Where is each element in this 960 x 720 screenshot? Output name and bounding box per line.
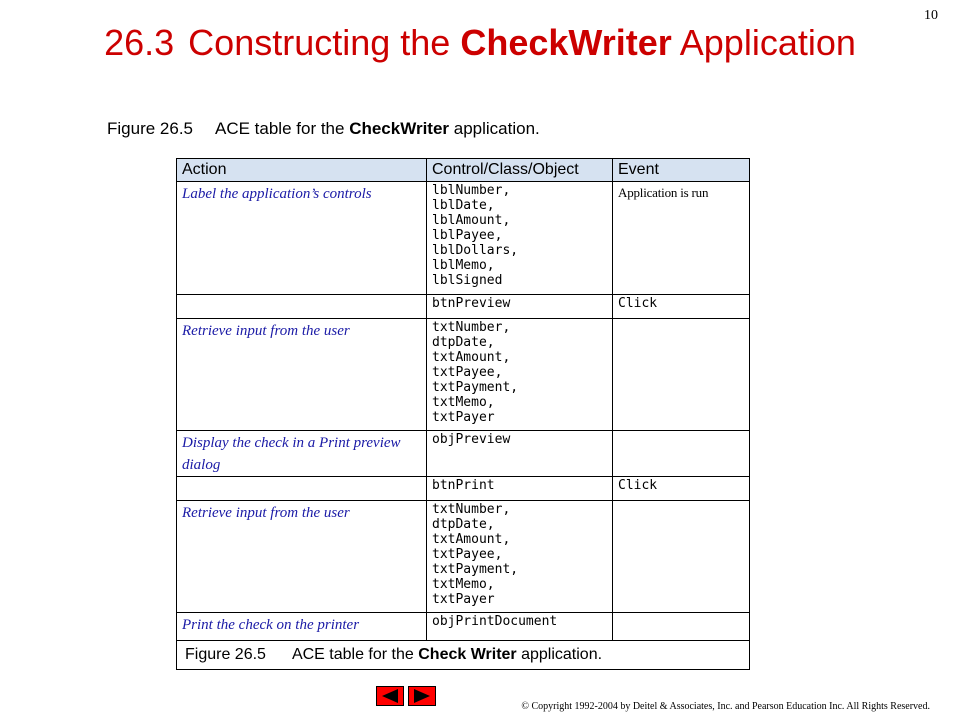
control-item: dtpDate, <box>432 517 495 532</box>
footer-suffix: application. <box>516 646 603 663</box>
table-footer-caption <box>177 641 750 670</box>
header-action: Action <box>177 159 427 182</box>
control-cell <box>427 182 613 295</box>
control-item: btnPreview <box>432 296 511 311</box>
caption-bold: CheckWriter <box>349 119 450 138</box>
event-cell <box>613 431 750 477</box>
previous-slide-button[interactable] <box>376 686 404 706</box>
control-item: txtMemo, <box>432 577 495 592</box>
table-row <box>177 319 750 431</box>
control-item: lblDollars, <box>432 243 519 258</box>
control-item: txtAmount, <box>432 350 511 365</box>
left-arrow-icon <box>381 689 399 703</box>
control-cell <box>427 501 613 613</box>
table-footer-row <box>177 641 750 670</box>
control-item: objPreview <box>432 432 511 447</box>
footer-figure-number: Figure 26.5 <box>185 646 266 663</box>
control-item: txtMemo, <box>432 395 495 410</box>
table-body <box>177 182 750 641</box>
table-row <box>177 613 750 641</box>
right-arrow-icon <box>413 689 431 703</box>
caption-prefix: ACE table for the <box>215 119 350 138</box>
title-suffix: Application <box>671 22 856 63</box>
figure-caption <box>107 119 540 139</box>
table-row <box>177 477 750 501</box>
table-row <box>177 295 750 319</box>
control-item: txtNumber, <box>432 502 511 517</box>
action-cell: Print the check on the printer <box>177 613 427 641</box>
control-item: objPrintDocument <box>432 614 558 629</box>
control-cell <box>427 295 613 319</box>
slide-number: 10 <box>924 8 938 23</box>
control-item: btnPrint <box>432 478 495 493</box>
control-item: lblMemo, <box>432 258 495 273</box>
control-cell <box>427 613 613 641</box>
table-row <box>177 431 750 477</box>
table-row <box>177 501 750 613</box>
control-item: txtNumber, <box>432 320 511 335</box>
action-cell: Display the check in a Print preview dialog <box>177 431 427 477</box>
control-item: txtPayment, <box>432 380 519 395</box>
title-bold: CheckWriter <box>460 22 672 63</box>
action-cell: Label the application’s controls <box>177 182 427 295</box>
control-item: txtPayment, <box>432 562 519 577</box>
header-event: Event <box>613 159 750 182</box>
control-item: lblNumber, <box>432 183 511 198</box>
header-control: Control/Class/Object <box>427 159 613 182</box>
control-item: dtpDate, <box>432 335 495 350</box>
control-item: txtAmount, <box>432 532 511 547</box>
table-row <box>177 182 750 295</box>
control-cell <box>427 431 613 477</box>
event-cell: Click <box>613 477 750 501</box>
control-item: txtPayee, <box>432 547 503 562</box>
copyright-notice: © Copyright 1992-2004 by Deitel & Associates, Inc. and Pearson Education Inc. All Rights Reserved. <box>521 701 930 712</box>
action-cell <box>177 477 427 501</box>
slide-title <box>0 22 960 64</box>
control-item: txtPayer <box>432 410 495 425</box>
event-cell <box>613 613 750 641</box>
control-item: lblDate, <box>432 198 495 213</box>
action-cell: Retrieve input from the user <box>177 319 427 431</box>
control-cell <box>427 477 613 501</box>
slide-navigation <box>376 686 436 706</box>
event-cell: Click <box>613 295 750 319</box>
section-number: 26.3 <box>104 22 175 63</box>
caption-suffix: application. <box>449 119 540 138</box>
caption-figure-number: Figure 26.5 <box>107 119 193 138</box>
action-cell: Retrieve input from the user <box>177 501 427 613</box>
control-item: lblAmount, <box>432 213 511 228</box>
event-cell: Application is run <box>613 182 750 295</box>
event-cell <box>613 319 750 431</box>
footer-prefix: ACE table for the <box>291 646 419 663</box>
footer-bold: Check Writer <box>418 646 517 663</box>
ace-table <box>176 158 750 670</box>
next-slide-button[interactable] <box>408 686 436 706</box>
control-item: txtPayer <box>432 592 495 607</box>
control-item: lblPayee, <box>432 228 503 243</box>
title-prefix: Constructing the <box>188 22 461 63</box>
control-cell <box>427 319 613 431</box>
control-item: lblSigned <box>432 273 503 288</box>
event-cell <box>613 501 750 613</box>
control-item: txtPayee, <box>432 365 503 380</box>
action-cell <box>177 295 427 319</box>
table-header-row <box>177 159 750 182</box>
